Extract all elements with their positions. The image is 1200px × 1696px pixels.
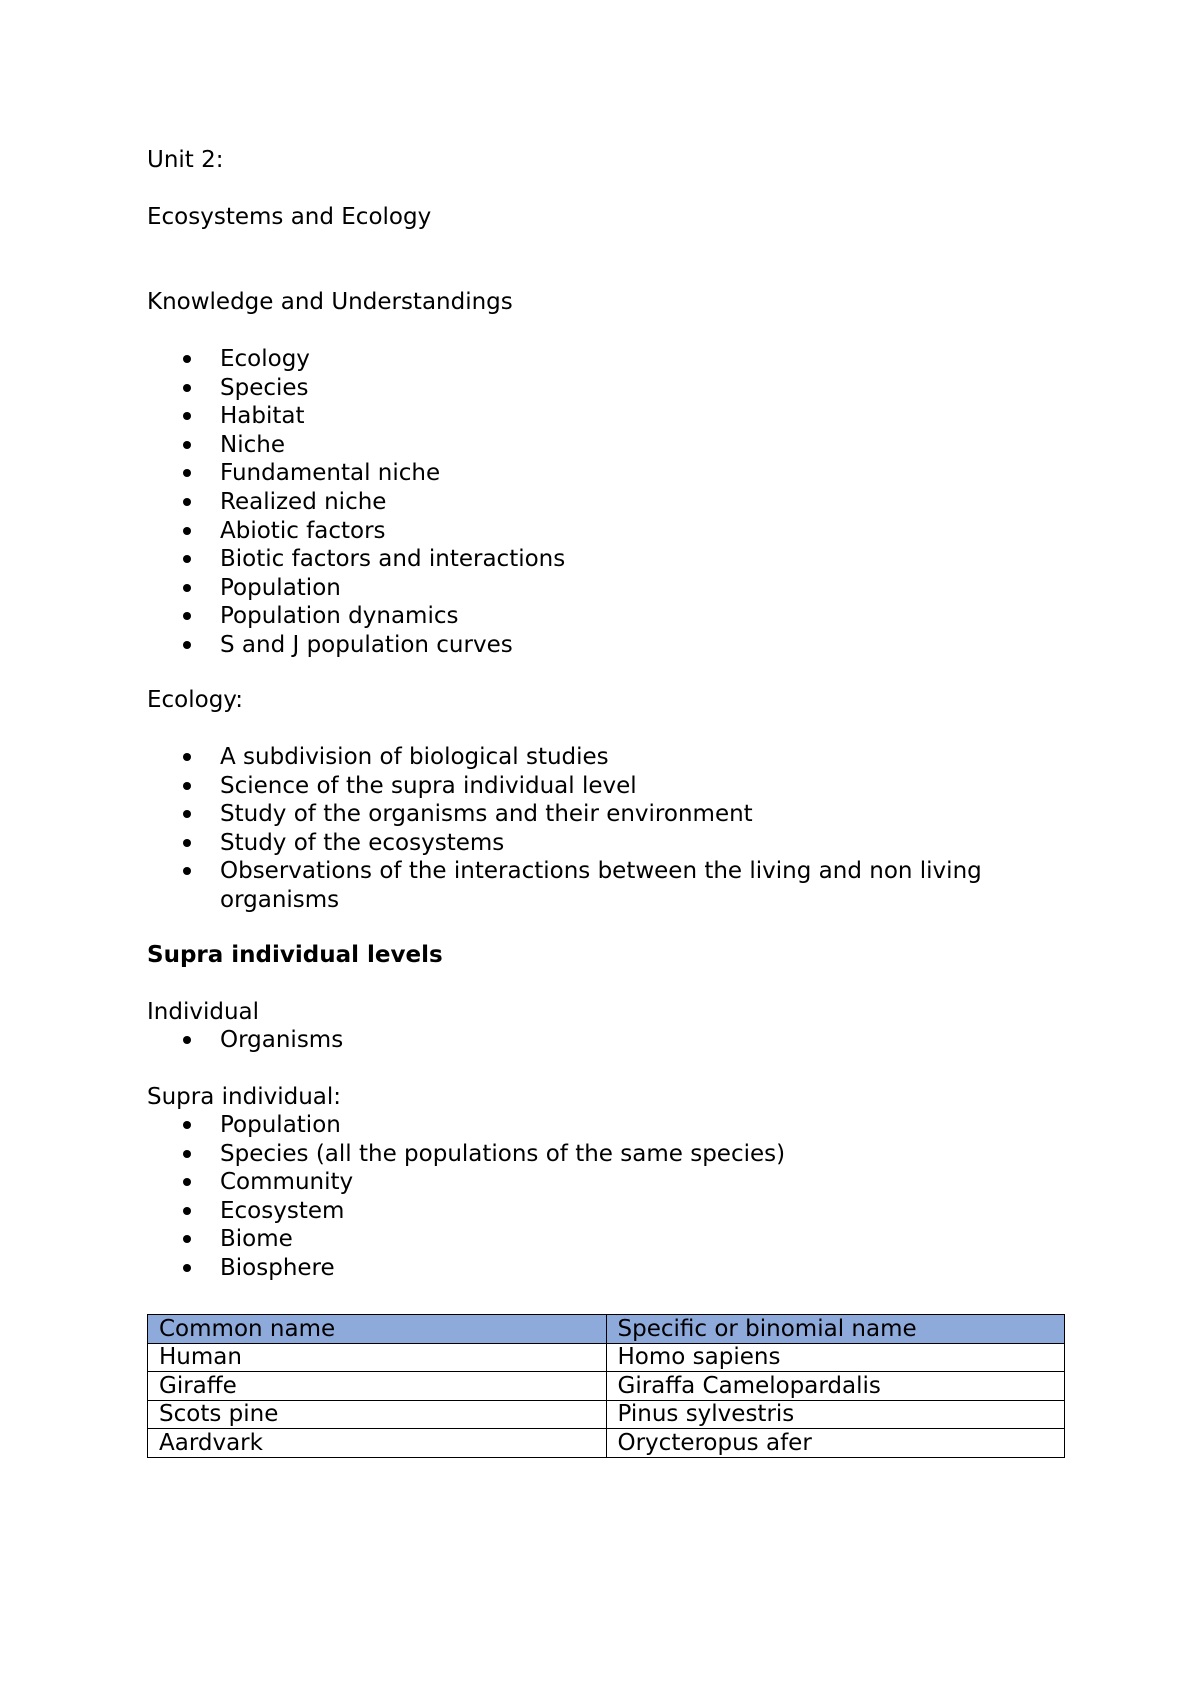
ecology-list xyxy=(147,743,1040,915)
list-item: A subdivision of biological studies xyxy=(147,743,1040,772)
table-row xyxy=(148,1429,1065,1458)
table-cell: Homo sapiens xyxy=(606,1343,1065,1372)
bullet-icon xyxy=(183,782,191,790)
bullet-icon xyxy=(183,441,191,449)
list-item: Habitat xyxy=(147,402,565,431)
table-cell: Giraffa Camelopardalis xyxy=(606,1372,1065,1401)
bullet-icon xyxy=(183,412,191,420)
table-cell: Pinus sylvestris xyxy=(606,1400,1065,1429)
table-header-row xyxy=(148,1315,1065,1344)
bullet-icon xyxy=(183,867,191,875)
bullet-icon xyxy=(183,1207,191,1215)
table-row xyxy=(148,1372,1065,1401)
knowledge-list xyxy=(147,345,565,660)
list-item: Ecology xyxy=(147,345,565,374)
list-item: Abiotic factors xyxy=(147,517,565,546)
list-item: Science of the supra individual level xyxy=(147,772,1040,801)
individual-list xyxy=(147,1026,343,1055)
list-item: Realized niche xyxy=(147,488,565,517)
bullet-icon xyxy=(183,1036,191,1044)
bullet-icon xyxy=(183,498,191,506)
list-item: Biotic factors and interactions xyxy=(147,545,565,574)
table-row xyxy=(148,1343,1065,1372)
bullet-icon xyxy=(183,753,191,761)
list-item: Fundamental niche xyxy=(147,459,565,488)
bullet-icon xyxy=(183,612,191,620)
list-item: Niche xyxy=(147,431,565,460)
list-item: Community xyxy=(147,1168,785,1197)
table-cell: Human xyxy=(148,1343,607,1372)
bullet-icon xyxy=(183,527,191,535)
unit-label: Unit 2: xyxy=(147,147,224,173)
list-item: Species (all the populations of the same species) xyxy=(147,1140,785,1169)
list-item: Study of the ecosystems xyxy=(147,829,1040,858)
bullet-icon xyxy=(183,355,191,363)
supra-individual-heading: Supra individual: xyxy=(147,1084,342,1110)
table-cell: Aardvark xyxy=(148,1429,607,1458)
bullet-icon xyxy=(183,641,191,649)
bullet-icon xyxy=(183,1150,191,1158)
list-item: Species xyxy=(147,374,565,403)
bullet-icon xyxy=(183,1264,191,1272)
bullet-icon xyxy=(183,1178,191,1186)
supra-individual-list xyxy=(147,1111,785,1283)
ecology-heading: Ecology: xyxy=(147,687,243,713)
bullet-icon xyxy=(183,1235,191,1243)
table-cell: Scots pine xyxy=(148,1400,607,1429)
document-title: Ecosystems and Ecology xyxy=(147,204,432,230)
list-item: Population xyxy=(147,574,565,603)
list-item: Biome xyxy=(147,1225,785,1254)
list-item: Observations of the interactions between the living and non living organisms xyxy=(147,857,1040,914)
table-row xyxy=(148,1400,1065,1429)
table-cell: Orycteropus afer xyxy=(606,1429,1065,1458)
list-item: Biosphere xyxy=(147,1254,785,1283)
individual-heading: Individual xyxy=(147,999,260,1025)
bullet-icon xyxy=(183,469,191,477)
column-header-common-name: Common name xyxy=(148,1315,607,1344)
bullet-icon xyxy=(183,839,191,847)
column-header-binomial-name: Specific or binomial name xyxy=(606,1315,1065,1344)
bullet-icon xyxy=(183,1121,191,1129)
bullet-icon xyxy=(183,810,191,818)
list-item: Organisms xyxy=(147,1026,343,1055)
list-item: Ecosystem xyxy=(147,1197,785,1226)
knowledge-heading: Knowledge and Understandings xyxy=(147,289,513,315)
list-item: S and J population curves xyxy=(147,631,565,660)
bullet-icon xyxy=(183,384,191,392)
list-item: Population xyxy=(147,1111,785,1140)
list-item: Study of the organisms and their environment xyxy=(147,800,1040,829)
supra-levels-heading: Supra individual levels xyxy=(147,942,443,968)
table-cell: Giraffe xyxy=(148,1372,607,1401)
list-item: Population dynamics xyxy=(147,602,565,631)
species-name-table xyxy=(147,1314,1065,1458)
bullet-icon xyxy=(183,584,191,592)
bullet-icon xyxy=(183,555,191,563)
